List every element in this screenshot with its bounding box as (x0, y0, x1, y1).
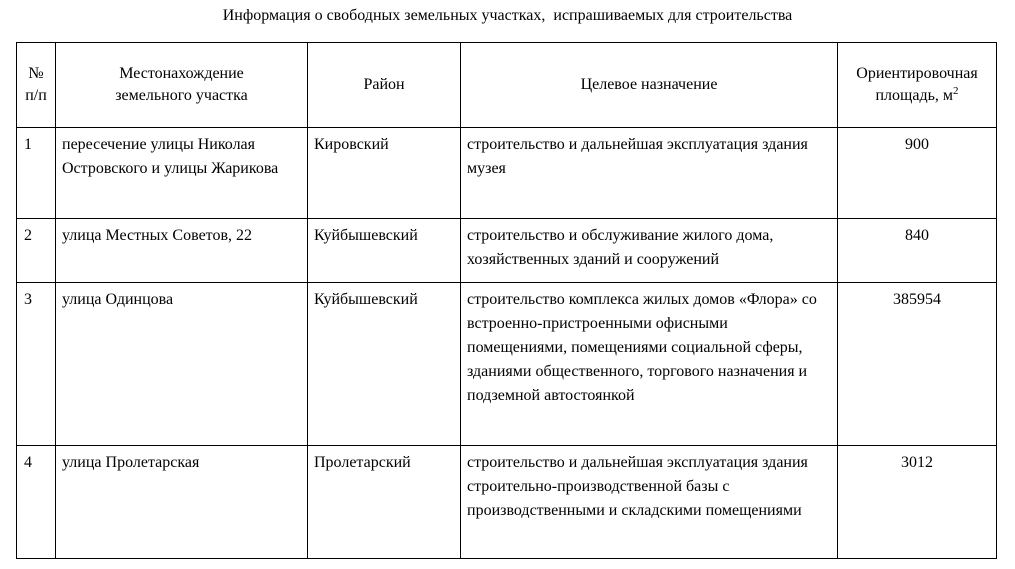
row-number: 2 (17, 219, 56, 283)
header-district: Район (308, 43, 461, 128)
table-row (17, 446, 997, 559)
header-location: Местонахождение земельного участка (56, 43, 308, 128)
row-number: 3 (17, 283, 56, 446)
row-purpose: строительство комплекса жилых домов «Флора» со встроенно-пристроенными офисными помещениями, помещениями социальной сферы, зданиями общественного, торгового назначения и подземной автостоянкой (461, 283, 838, 446)
row-area: 3012 (838, 446, 997, 559)
row-district: Куйбышевский (308, 219, 461, 283)
header-area (838, 43, 997, 128)
header-area-text: Ориентировочная площадь, м (856, 65, 978, 104)
row-district: Пролетарский (308, 446, 461, 559)
row-district: Кировский (308, 128, 461, 219)
row-area: 385954 (838, 283, 997, 446)
row-number: 1 (17, 128, 56, 219)
header-number: № п/п (17, 43, 56, 128)
header-purpose: Целевое назначение (461, 43, 838, 128)
row-location: пересечение улицы Николая Островского и улицы Жарикова (56, 128, 308, 219)
row-area: 900 (838, 128, 997, 219)
land-plots-table (16, 42, 997, 559)
row-location: улица Местных Советов, 22 (56, 219, 308, 283)
row-district: Куйбышевский (308, 283, 461, 446)
row-area: 840 (838, 219, 997, 283)
row-purpose: строительство и дальнейшая эксплуатация здания строительно-производственной базы с производственными и складскими помещениями (461, 446, 838, 559)
row-location: улица Одинцова (56, 283, 308, 446)
table-header-row (17, 43, 997, 128)
row-purpose: строительство и дальнейшая эксплуатация здания музея (461, 128, 838, 219)
table-row (17, 283, 997, 446)
row-location: улица Пролетарская (56, 446, 308, 559)
table-row (17, 128, 997, 219)
table-row (17, 219, 997, 283)
row-number: 4 (17, 446, 56, 559)
header-area-unit-sup: 2 (953, 85, 959, 97)
document-title: Информация о свободных земельных участках, испрашиваемых для строительства (222, 7, 793, 24)
row-purpose: строительство и обслуживание жилого дома, хозяйственных зданий и сооружений (461, 219, 838, 283)
